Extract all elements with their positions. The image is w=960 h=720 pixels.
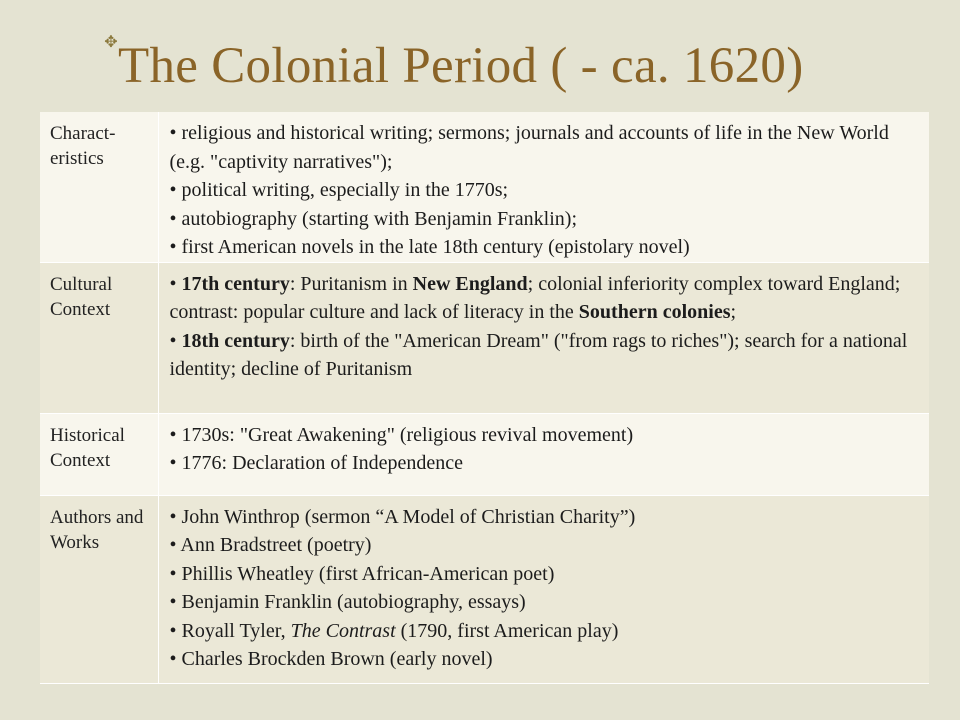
bullet-text: Benjamin Franklin (autobiography, essays) xyxy=(181,591,526,613)
row-label: Cultural Context xyxy=(40,262,158,413)
bullet-text: New England xyxy=(412,272,528,295)
bullet-item xyxy=(170,270,920,327)
bullet-item xyxy=(170,327,920,384)
bullet-text: Charles Brockden Brown (early novel) xyxy=(181,648,493,670)
slide-title: The Colonial Period ( - ca. 1620) xyxy=(118,38,804,94)
table-row-characteristics xyxy=(40,112,929,262)
bullet-text: religious and historical writing; sermons; journals and accounts of life in the New World (e.g. "captivity narratives"); xyxy=(169,122,889,173)
bullet-icon: • xyxy=(169,648,182,670)
bullet-icon: • xyxy=(169,179,182,201)
bullet-item xyxy=(170,119,920,176)
bullet-text: Ann Bradstreet (poetry) xyxy=(180,534,372,556)
bullet-text: Southern colonies xyxy=(578,301,731,323)
bullet-item xyxy=(170,617,920,646)
bullet-text: first American novels in the late 18th century (epistolary novel) xyxy=(181,236,690,258)
row-content xyxy=(158,413,929,495)
bullet-text: 1776: Declaration of Independence xyxy=(181,452,464,474)
bullet-item xyxy=(170,645,920,674)
row-content xyxy=(158,262,929,413)
bullet-item xyxy=(170,588,920,617)
row-label: Historical Context xyxy=(40,413,158,495)
bullet-icon: • xyxy=(169,619,182,642)
bullet-text: 17th century xyxy=(181,272,290,295)
bullet-icon: • xyxy=(169,505,182,528)
table-row-historical-context xyxy=(40,413,929,495)
bullet-item xyxy=(170,503,920,532)
row-label: Charact-eristics xyxy=(40,112,158,262)
bullet-text: political writing, especially in the 1770s; xyxy=(181,179,509,201)
bullet-text: ; colonial inferiority complex toward England; contrast: popular culture and lack of literacy in the xyxy=(169,272,901,323)
bullet-icon: • xyxy=(169,591,182,613)
title-row xyxy=(0,0,960,112)
bullet-item xyxy=(170,421,920,450)
row-label: Authors and Works xyxy=(40,495,158,683)
bullet-item xyxy=(170,449,920,478)
bullet-icon: • xyxy=(169,236,182,258)
bullet-icon: • xyxy=(169,272,182,295)
bullet-icon: • xyxy=(169,423,182,446)
row-content xyxy=(158,495,929,683)
bullet-text: ; xyxy=(730,301,737,323)
bullet-item xyxy=(170,531,920,560)
bullet-text: 18th century xyxy=(181,329,290,352)
bullet-text: Royall Tyler, xyxy=(181,619,291,642)
bullet-text: autobiography (starting with Benjamin Franklin); xyxy=(181,207,578,230)
bullet-item xyxy=(170,233,920,262)
bullet-icon: • xyxy=(169,562,182,585)
bullet-text: Phillis Wheatley (first African-American poet) xyxy=(181,562,555,585)
table-row-authors-works xyxy=(40,495,929,683)
bullet-icon: • xyxy=(169,534,181,556)
bullet-item xyxy=(170,205,920,234)
bullet-text: 1730s: "Great Awakening" (religious revival movement) xyxy=(181,423,634,446)
slide-ornament-icon: ✥ xyxy=(104,34,118,51)
bullet-item xyxy=(170,560,920,589)
bullet-icon: • xyxy=(169,452,182,474)
table-row-cultural-context xyxy=(40,262,929,413)
row-content xyxy=(158,112,929,262)
bullet-text: The Contrast xyxy=(290,619,396,642)
period-table xyxy=(40,112,929,684)
bullet-text: John Winthrop (sermon “A Model of Christian Charity”) xyxy=(181,505,636,528)
bullet-item xyxy=(170,176,920,205)
bullet-text: : birth of the "American Dream" ("from rags to riches"); search for a national identity; decline of Puritanism xyxy=(169,329,908,380)
bullet-icon: • xyxy=(169,122,182,144)
bullet-icon: • xyxy=(169,329,182,352)
bullet-text: (1790, first American play) xyxy=(395,619,619,642)
bullet-icon: • xyxy=(169,207,182,230)
bullet-text: : Puritanism in xyxy=(289,272,413,295)
